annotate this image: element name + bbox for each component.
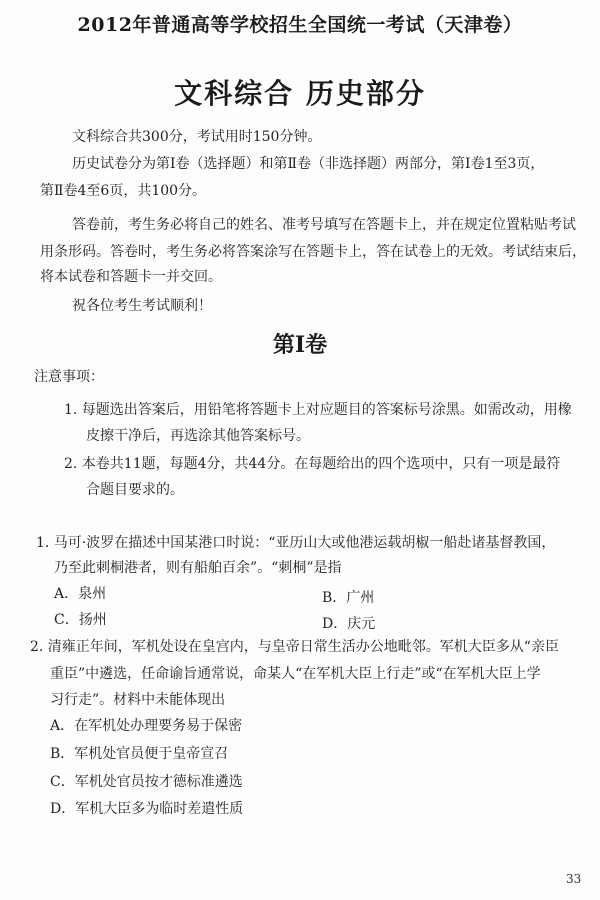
note-line: 皮擦干净后，再选涂其他答案标号。 [86,428,310,444]
question-1-option-b: B．广州 [322,590,375,606]
question-1-option-c: C．扬州 [54,612,107,628]
question-2-stem: 2. 清雍正年间，军机处设在皇宫内，与皇帝日常生活办公地毗邻。军机大臣多从“亲臣 [30,639,559,655]
question-2-option-b: B．军机处官员便于皇帝宣召 [50,746,229,762]
question-1-option-d: D．庆元 [322,616,376,632]
intro-line: 答卷前，考生务必将自己的姓名、准考号填写在答题卡上，并在规定位置粘贴考试 [72,217,576,233]
intro-line: 第Ⅱ卷4至6页，共100分。 [40,183,207,199]
note-line: 1. 每题选出答案后，用铅笔将答题卡上对应题目的答案标号涂黑。如需改动，用橡 [64,402,572,418]
intro-line: 文科综合共300分，考试用时150分钟。 [72,129,322,145]
note-line: 2. 本卷共11题，每题4分，共44分。在每题给出的四个选项中，只有一项是最符 [64,456,561,472]
section-title: 第Ⅰ卷 [272,332,328,358]
intro-line: 历史试卷分为第Ⅰ卷（选择题）和第Ⅱ卷（非选择题）两部分，第Ⅰ卷1至3页， [72,156,545,172]
question-1-option-a: A．泉州 [54,586,107,602]
note-line: 合题目要求的。 [86,482,184,498]
question-2-option-a: A．在军机处办理要务易于保密 [50,718,243,734]
subject-title: 文科综合 历史部分 [174,77,426,110]
question-2-stem: 习行走”。材料中未能体现出 [50,692,226,708]
exam-title: 2012年普通高等学校招生全国统一考试（天津卷） [77,14,523,36]
question-1-stem: 乃至此刺桐港者，则有船舶百余”。“刺桐”是指 [54,560,342,576]
question-1-stem: 1. 马可·波罗在描述中国某港口时说：“亚历山大或他港运载胡椒一船赴诸基督教国， [36,535,556,551]
question-2-stem: 重臣”中遴选，任命谕旨通常说，命某人“在军机大臣上行走”或“在军机大臣上学 [50,666,541,682]
intro-line: 祝各位考生考试顺利！ [72,298,212,314]
intro-line: 将本试卷和答题卡一并交回。 [40,269,222,285]
intro-line: 用条形码。答卷时，考生务必将答案涂写在答题卡上，答在试卷上的无效。考试结束后， [40,244,586,260]
question-2-option-d: D．军机大臣多为临时差遣性质 [50,801,244,817]
notes-heading: 注意事项： [34,369,104,385]
question-2-option-c: C．军机处官员按才德标准遴选 [50,774,243,790]
page-number: 33 [566,872,582,886]
